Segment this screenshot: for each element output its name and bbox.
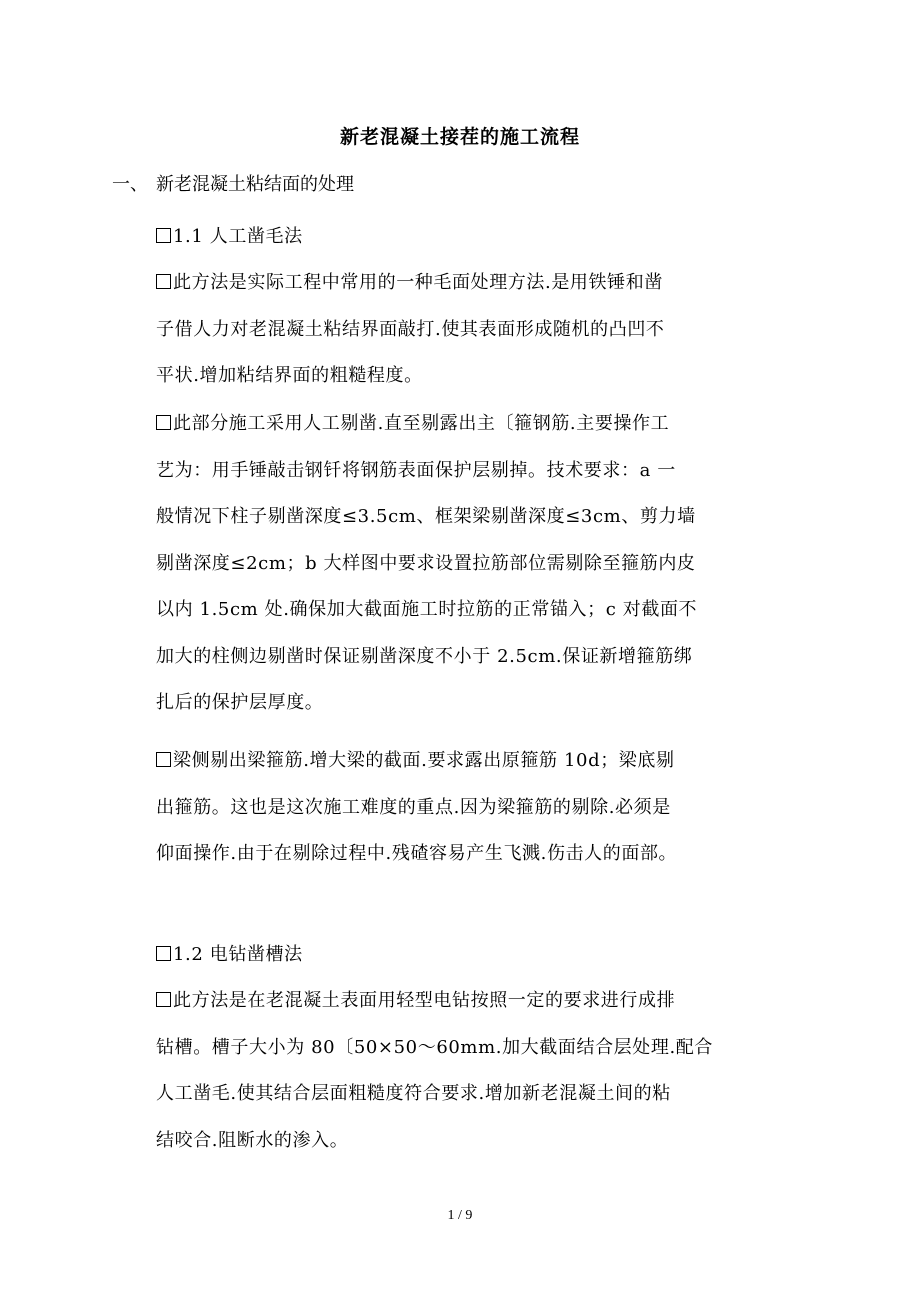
checkbox-icon: [156, 992, 171, 1007]
paragraph-line: 仰面操作.由于在剔除过程中.残碴容易产生飞溅.伤击人的面部。: [156, 843, 678, 864]
checkbox-icon: [156, 415, 171, 430]
checkbox-icon: [156, 946, 171, 961]
document-title: 新老混凝土接茬的施工流程: [339, 126, 580, 148]
paragraph-line: 子借人力对老混凝土粘结界面敲打.使其表面形成随机的凸凹不: [156, 318, 665, 340]
paragraph-line: 般情况下柱子剔凿深度≤3.5cm、框架梁剔凿深度≤3cm、剪力墙: [156, 506, 696, 527]
paragraph-line: 平状.增加粘结界面的粗糙程度。: [156, 365, 423, 386]
subsection-1-1-heading-block: [156, 214, 776, 261]
section-title: 新老混凝土粘结面的处理: [156, 174, 354, 195]
paragraph-line: 出箍筋。这也是这次施工难度的重点.因为梁箍筋的剔除.必须是: [156, 796, 671, 818]
paragraph-line: 加大的柱侧边剔凿时保证剔凿深度不小于 2.5cm.保证新增箍筋绑: [156, 645, 693, 667]
paragraph-line: 结咬合.阻断水的渗入。: [156, 1129, 349, 1151]
subsection-heading: 1.2 电钻凿槽法: [173, 944, 303, 965]
checkbox-icon: [156, 752, 171, 767]
paragraph: [156, 401, 776, 727]
subsection-1-2-heading-block: [156, 932, 776, 979]
section-number: 一、: [112, 174, 148, 195]
paragraph-line: 此方法是在老混凝土表面用轻型电钻按照一定的要求进行成排: [173, 990, 676, 1011]
paragraph-line: 艺为：用手锤敲击钢钎将钢筋表面保护层剔掉。技术要求：a 一: [156, 459, 676, 481]
checkbox-icon: [156, 228, 171, 243]
paragraph: [156, 978, 776, 1164]
checkbox-icon: [156, 274, 171, 289]
section-heading: [112, 170, 354, 200]
paragraph-line: 此方法是实际工程中常用的一种毛面处理方法.是用铁锤和凿: [173, 272, 663, 293]
page-number: 1 / 9: [447, 1208, 473, 1223]
paragraph-line: 扎后的保护层厚度。: [156, 692, 324, 713]
paragraph: [156, 738, 776, 878]
paragraph-line: 人工凿毛.使其结合层面粗糙度符合要求.增加新老混凝土间的粘: [156, 1083, 671, 1104]
paragraph: [156, 260, 776, 400]
subsection-heading: 1.1 人工凿毛法: [173, 226, 303, 247]
paragraph-line: 钻槽。槽子大小为 80〔50×50～60mm.加大截面结合层处理.配合: [156, 1036, 713, 1058]
paragraph-line: 剔凿深度≤2cm；b 大样图中要求设置拉筋部位需剔除至箍筋内皮: [156, 552, 696, 574]
paragraph-line: 以内 1.5cm 处.确保加大截面施工时拉筋的正常锚入；c 对截面不: [156, 599, 698, 620]
paragraph-line: 梁侧剔出梁箍筋.增大梁的截面.要求露出原箍筋 10d；梁底剔: [173, 750, 675, 771]
paragraph-line: 此部分施工采用人工剔凿.直至剔露出主〔箍钢筋.主要操作工: [173, 413, 670, 434]
